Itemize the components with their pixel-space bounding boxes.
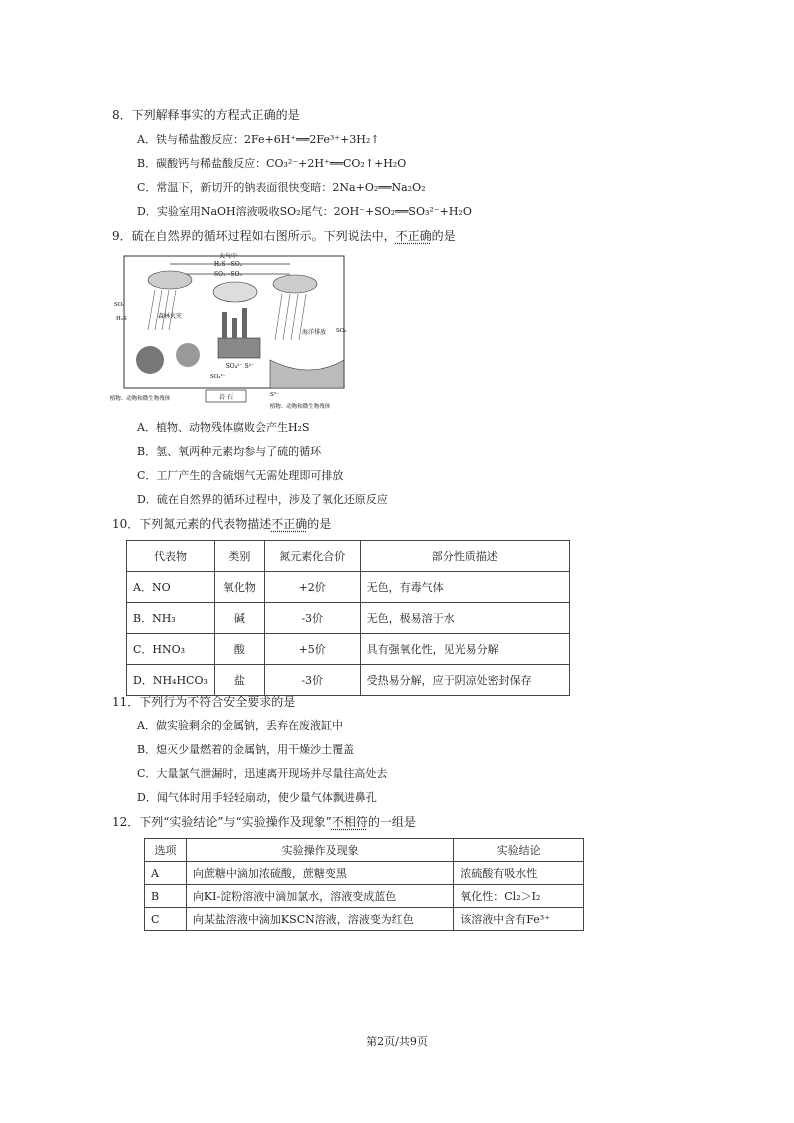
- table-cell: 碱: [214, 603, 264, 634]
- label-so4: SO₄²⁻: [210, 374, 226, 380]
- table-cell: 无色，有毒气体: [360, 572, 569, 603]
- table-cell: D．NH₄HCO₃: [127, 665, 215, 696]
- header-cell: 实验结论: [454, 839, 584, 862]
- q8-option-b: B．碳酸钙与稀盐酸反应：CO₃²⁻+2H⁺══CO₂↑+H₂O: [137, 157, 407, 170]
- table-cell: 向KI-淀粉溶液中滴加氯水，溶液变成蓝色: [186, 885, 453, 908]
- table-cell: C．HNO₃: [127, 634, 215, 665]
- label-so3: SO₃: [336, 328, 347, 334]
- q10-stem-emphasis: 不正确: [271, 517, 308, 531]
- q8-option-a: A．铁与稀盐酸反应：2Fe+6H⁺══2Fe³⁺+3H₂↑: [137, 133, 380, 146]
- label-ocean-evap: 海洋排放: [301, 329, 327, 336]
- label-so2-so3: SO₂→SO₃: [214, 271, 242, 278]
- q8-stem: 8．下列解释事实的方程式正确的是: [112, 108, 300, 122]
- q12-stem-emphasis: 不相符: [331, 815, 368, 829]
- page-footer: 第2页/共9页: [366, 1035, 428, 1048]
- q11-stem: 11．下列行为不符合安全要求的是: [112, 695, 296, 709]
- q9-option-d: D．硫在自然界的循环过程中，涉及了氧化还原反应: [137, 493, 388, 506]
- q9-stem-emphasis: 不正确: [395, 229, 432, 243]
- table-row: [127, 603, 570, 634]
- sulfur-cycle-diagram: [110, 250, 353, 412]
- header-cell: 类别: [214, 541, 264, 572]
- label-rock: 岩 石: [219, 394, 233, 401]
- q9-stem-prefix: 9．硫在自然界的循环过程如右图所示。下列说法中，: [112, 229, 396, 243]
- q11-option-a: A．做实验剩余的金属钠，丢弃在废液缸中: [137, 719, 343, 732]
- q12-stem: [112, 814, 416, 830]
- label-forest-fire: 森林火灾: [157, 313, 183, 320]
- header-cell: 部分性质描述: [360, 541, 569, 572]
- table-cell: 向蔗糖中滴加浓硫酸，蔗糖变黑: [186, 862, 453, 885]
- table-cell: C: [145, 908, 187, 931]
- table-cell: -3价: [264, 665, 360, 696]
- table-cell: 氧化性：Cl₂＞I₂: [454, 885, 584, 908]
- label-so2: SO₂: [114, 302, 125, 308]
- label-h2s: H₂S: [116, 316, 127, 322]
- table-cell: B: [145, 885, 187, 908]
- q9-option-c: C．工厂产生的含硫烟气无需处理即可排放: [137, 469, 344, 482]
- table-cell: A．NO: [127, 572, 215, 603]
- table-cell: 向某盐溶液中滴加KSCN溶液，溶液变为红色: [186, 908, 453, 931]
- table-cell: 浓硫酸有吸水性: [454, 862, 584, 885]
- table-cell: 具有强氧化性，见光易分解: [360, 634, 569, 665]
- table-cell: 氧化物: [214, 572, 264, 603]
- table-cell: 无色，极易溶于水: [360, 603, 569, 634]
- header-cell: 选项: [145, 839, 187, 862]
- table-cell: 酸: [214, 634, 264, 665]
- q8-option-c: C．常温下，新切开的钠表面很快变暗：2Na+O₂══Na₂O₂: [137, 181, 426, 194]
- table-cell: +2价: [264, 572, 360, 603]
- label-residue-right: 植物、动物和微生物残体: [269, 404, 331, 410]
- nitrogen-table: [126, 540, 570, 696]
- q9-stem: [112, 228, 456, 244]
- label-s2: S²⁻: [270, 392, 279, 398]
- q11-option-d: D．闻气体时用手轻轻扇动，使少量气体飘进鼻孔: [137, 791, 377, 804]
- table-cell: -3价: [264, 603, 360, 634]
- table-row: [127, 634, 570, 665]
- table-cell: 盐: [214, 665, 264, 696]
- table-cell: +5价: [264, 634, 360, 665]
- q10-stem-prefix: 10．下列氮元素的代表物描述: [112, 517, 272, 531]
- table-row: [127, 665, 570, 696]
- label-atmosphere: 大气中: [218, 253, 238, 260]
- q12-stem-prefix: 12．下列“实验结论”与“实验操作及现象”: [112, 815, 332, 829]
- table-cell: B．NH₃: [127, 603, 215, 634]
- q11-option-b: B．熄灭少量燃着的金属钠，用干燥沙土覆盖: [137, 743, 355, 756]
- q9-option-b: B．氢、氧两种元素均参与了硫的循环: [137, 445, 322, 458]
- header-cell: 氮元素化合价: [264, 541, 360, 572]
- q12-stem-suffix: 的一组是: [367, 815, 416, 829]
- label-h2s-so2: H₂S→SO₂: [213, 261, 243, 268]
- q8-option-d: D．实验室用NaOH溶液吸收SO₂尾气：2OH⁻+SO₂══SO₃²⁻+H₂O: [137, 205, 472, 218]
- label-so4-s: SO₄²⁻ S²⁻: [225, 363, 255, 370]
- q9-option-a: A．植物、动物残体腐败会产生H₂S: [137, 421, 310, 434]
- table-row: [145, 862, 584, 885]
- q9-stem-suffix: 的是: [431, 229, 456, 243]
- header-cell: 代表物: [127, 541, 215, 572]
- table-header-row: [145, 839, 584, 862]
- table-row: [127, 572, 570, 603]
- table-cell: 该溶液中含有Fe³⁺: [454, 908, 584, 931]
- table-cell: A: [145, 862, 187, 885]
- q10-stem: [112, 516, 331, 532]
- q11-option-c: C．大量氯气泄漏时，迅速离开现场并尽量往高处去: [137, 767, 388, 780]
- header-cell: 实验操作及现象: [186, 839, 453, 862]
- table-cell: 受热易分解，应于阴凉处密封保存: [360, 665, 569, 696]
- table-row: [145, 908, 584, 931]
- q10-stem-suffix: 的是: [307, 517, 332, 531]
- label-residue-left: 植物、动物和微生物残体: [110, 396, 171, 402]
- table-row: [145, 885, 584, 908]
- experiment-table: [144, 838, 584, 931]
- table-header-row: [127, 541, 570, 572]
